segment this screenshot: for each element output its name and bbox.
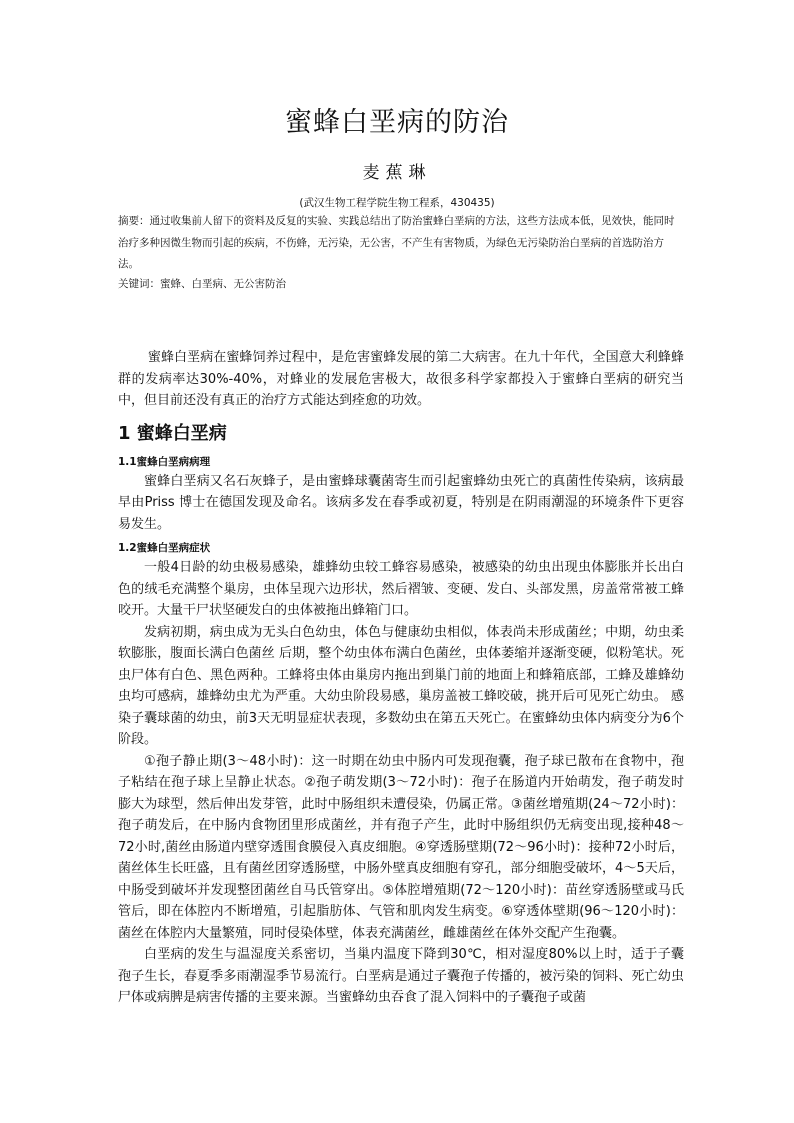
main-body (118, 347, 684, 1009)
subsection-heading: 1.1蜜蜂白垩病病理 (118, 455, 211, 468)
abstract (118, 211, 678, 276)
abstract-text: 通过收集前人留下的资料及反复的实验、实践总结出了防治蜜蜂白垩病的方法，这些方法成本低，见效快，能同时治疗多种因微生物而引起的疾病，不伤蜂，无污染，无公害，不产生有害物质，为绿色无污染防治白垩病的首选防治方法。 (118, 215, 675, 270)
affiliation: (武汉生物工程学院生物工程系，430435) (299, 197, 495, 209)
abstract-label: 摘要： (118, 215, 150, 227)
keywords-text: 蜜蜂、白垩病、无公害防治 (160, 278, 286, 290)
subsection-heading: 1.2蜜蜂白垩病症状 (118, 542, 211, 554)
body-paragraph: 发病初期，病虫成为无头白色幼虫，体色与健康幼虫相似，体表尚未形成菌丝；中期，幼虫柔软膨胀，腹面长满白色菌丝 后期，整个幼虫体布满白色菌丝，虫体萎缩并逐渐变硬，似粉笔状。死虫尸体有白色、黑色两种。工蜂将虫体由巢房内拖出到巢门前的地面上和蜂箱底部，工蜂及雄蜂幼虫均可感病，雄蜂幼虫尤为严重。大幼虫阶段易感，巢房盖被工蜂咬破，挑开后可见死亡幼虫。 感染子囊球菌的幼虫，前3天无明显症状表现，多数幼虫在第五天死亡。在蜜蜂幼虫体内病变分为6个阶段。 (118, 624, 684, 747)
author-name: 麦蕉琳 (362, 163, 432, 183)
body-paragraph: ①孢子静止期(3～48小时)：这一时期在幼虫中肠内可发现孢囊，孢子球已散布在食物中，孢子粘结在孢子球上呈静止状态。②孢子萌发期(3～72小时)：孢子在肠道内开始萌发，孢子萌发时膨大为球型，然后伸出发芽管，此时中肠组织未遭侵染，仍属正常。③菌丝增殖期(24～72小时)：孢子萌发后，在中肠内食物团里形成菌丝，并有孢子产生，此时中肠组织仍无病变出现,接种48～72小时,菌丝由肠道内壁穿透围食膜侵入真皮细胞。④穿透肠壁期(72～96小时)：接种72小时后，菌丝体生长旺盛，且有菌丝团穿透肠壁，中肠外壁真皮细胞有穿孔，部分细胞受破坏，4～5天后，中肠受到破坏并发现整团菌丝自马氏管穿出。⑤体腔增殖期(72～120小时)：苗丝穿透肠壁或马氏管后，即在体腔内不断增殖，引起脂肪体、气管和肌肉发生病变。⑥穿透体壁期(96～120小时)： 菌丝在体腔内大量繁殖，同时侵染体壁，体表充满菌丝，雌雄菌丝在体外交配产生孢囊。 (118, 753, 684, 941)
intro-paragraph: 蜜蜂白垩病在蜜蜂饲养过程中，是危害蜜蜂发展的第二大病害。在九十年代，全国意大利蜂蜂群的发病率达30%-40%，对蜂业的发展危害极大，故很多科学家都投入于蜜蜂白垩病的研究当中，但目前还没有真正的治疗方式能达到痊愈的功效。 (118, 350, 684, 408)
section-heading: 1 蜜蜂白垩病 (118, 422, 227, 444)
body-paragraph: 蜜蜂白垩病又名石灰蜂子，是由蜜蜂球囊菌寄生而引起蜜蜂幼虫死亡的真菌性传染病，该病最早由Priss 博士在德国发现及命名。该病多发在春季或初夏，特别是在阴雨潮湿的环境条件下更容易发生。 (118, 473, 684, 532)
body-paragraph: 一般4日龄的幼虫极易感染，雄蜂幼虫较工蜂容易感染，被感染的幼虫出现虫体膨胀并长出白色的绒毛充满整个巢房，虫体呈现六边形状，然后褶皱、变硬、发白、头部发黑，房盖常常被工蜂咬开。大量干尸状坚硬发白的虫体被拖出蜂箱门口。 (118, 560, 684, 618)
paper-title: 蜜蜂白垩病的防治 (285, 107, 509, 138)
keywords (118, 276, 678, 292)
keywords-label: 关键词： (118, 278, 160, 290)
body-paragraph: 白垩病的发生与温湿度关系密切，当巢内温度下降到30℃，相对湿度80%以上时，适于子囊孢子生长，春夏季多雨潮湿季节易流行。白垩病是通过子囊孢子传播的，被污染的饲料、死亡幼虫尸体或病脾是病害传播的主要来源。当蜜蜂幼虫吞食了混入饲料中的子囊孢子或菌 (118, 947, 684, 1005)
